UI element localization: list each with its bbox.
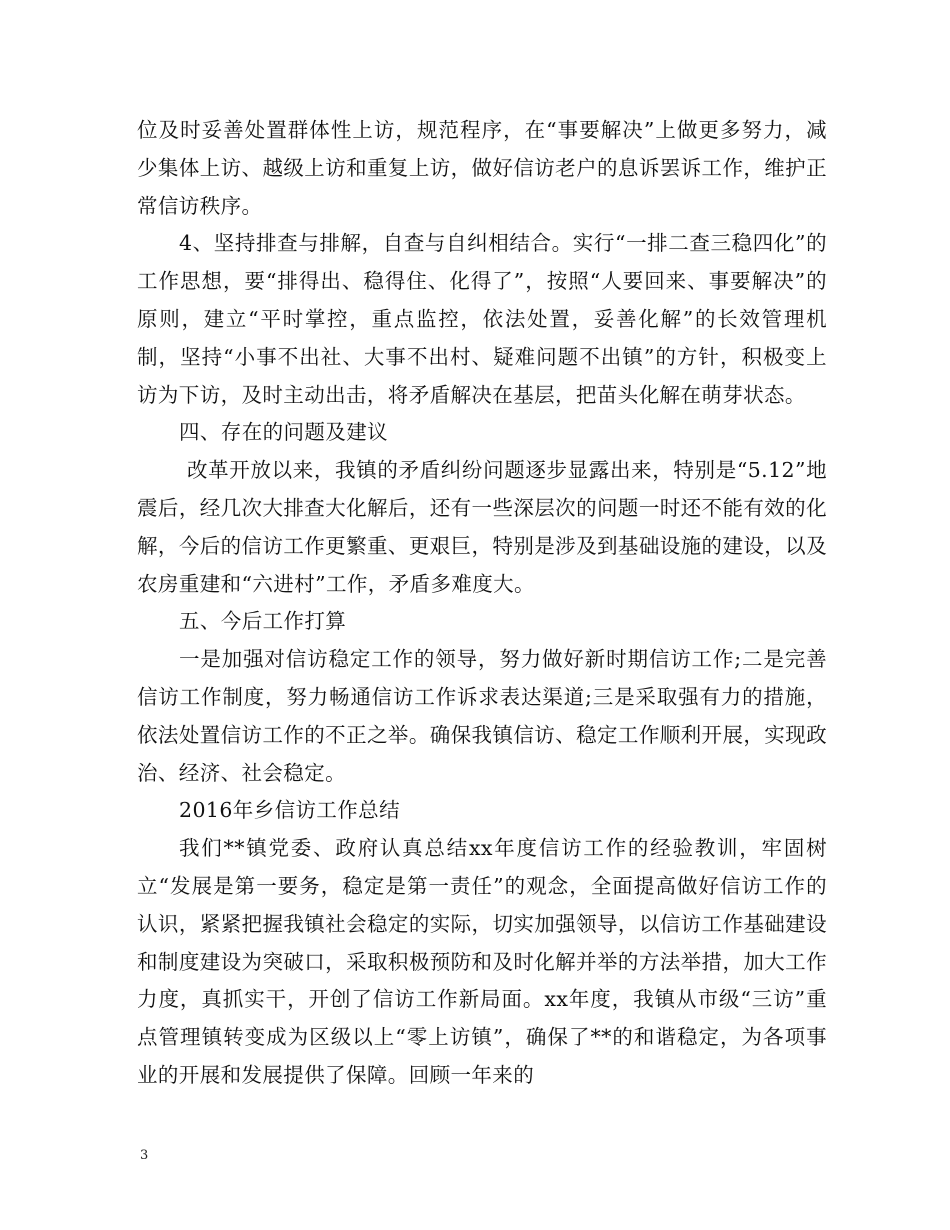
paragraph-problems: 改革开放以来，我镇的矛盾纠纷问题逐步显露出来，特别是“5.12”地震后，经几次大排查大化解后，还有一些深层次的问题一时还不能有效的化解，今后的信访工作更繁重、更艰巨，特别是涉及到基础设施的建设，以及农房重建和“六进村”工作，矛盾多难度大。 [137, 458, 827, 596]
body-text [137, 112, 827, 1095]
section-heading-plans: 五、今后工作打算 [179, 609, 347, 634]
paragraph-summary: 我们**镇党委、政府认真总结xx年度信访工作的经验教训，牢固树立“发展是第一要务，稳定是第一责任”的观念，全面提高做好信访工作的认识，紧紧把握我镇社会稳定的实际，切实加强领导，以信访工作基础建设和制度建设为突破口，采取积极预防和及时化解并举的方法举措，加大工作力度，真抓实干，开创了信访工作新局面。xx年度，我镇从市级“三访”重点管理镇转变成为区级以上“零上访镇”，确保了**的和谐稳定，为各项事业的开展和发展提供了保障。回顾一年来的 [137, 836, 827, 1087]
section-heading-problems: 四、存在的问题及建议 [179, 420, 388, 445]
page-number: 3 [140, 1148, 149, 1163]
paragraph-plans: 一是加强对信访稳定工作的领导，努力做好新时期信访工作;二是完善信访工作制度，努力畅通信访工作诉求表达渠道;三是采取强有力的措施，依法处置信访工作的不正之举。确保我镇信访、稳定工作顺利开展，实现政治、经济、社会稳定。 [137, 647, 827, 785]
document-subtitle: 2016年乡信访工作总结 [179, 798, 400, 823]
paragraph-item-4: 4、坚持排查与排解，自查与自纠相结合。实行“一排二查三稳四化”的工作思想，要“排得出、稳得住、化得了”，按照“人要回来、事要解决”的原则，建立“平时掌控，重点监控，依法处置，妥善化解”的长效管理机制，坚持“小事不出社、大事不出村、疑难问题不出镇”的方针，积极变上访为下访，及时主动出击，将矛盾解决在基层，把苗头化解在萌芽状态。 [137, 231, 827, 407]
paragraph-continuation: 位及时妥善处置群体性上访，规范程序，在“事要解决”上做更多努力，减少集体上访、越级上访和重复上访，做好信访老户的息诉罢诉工作，维护正常信访秩序。 [137, 118, 827, 218]
